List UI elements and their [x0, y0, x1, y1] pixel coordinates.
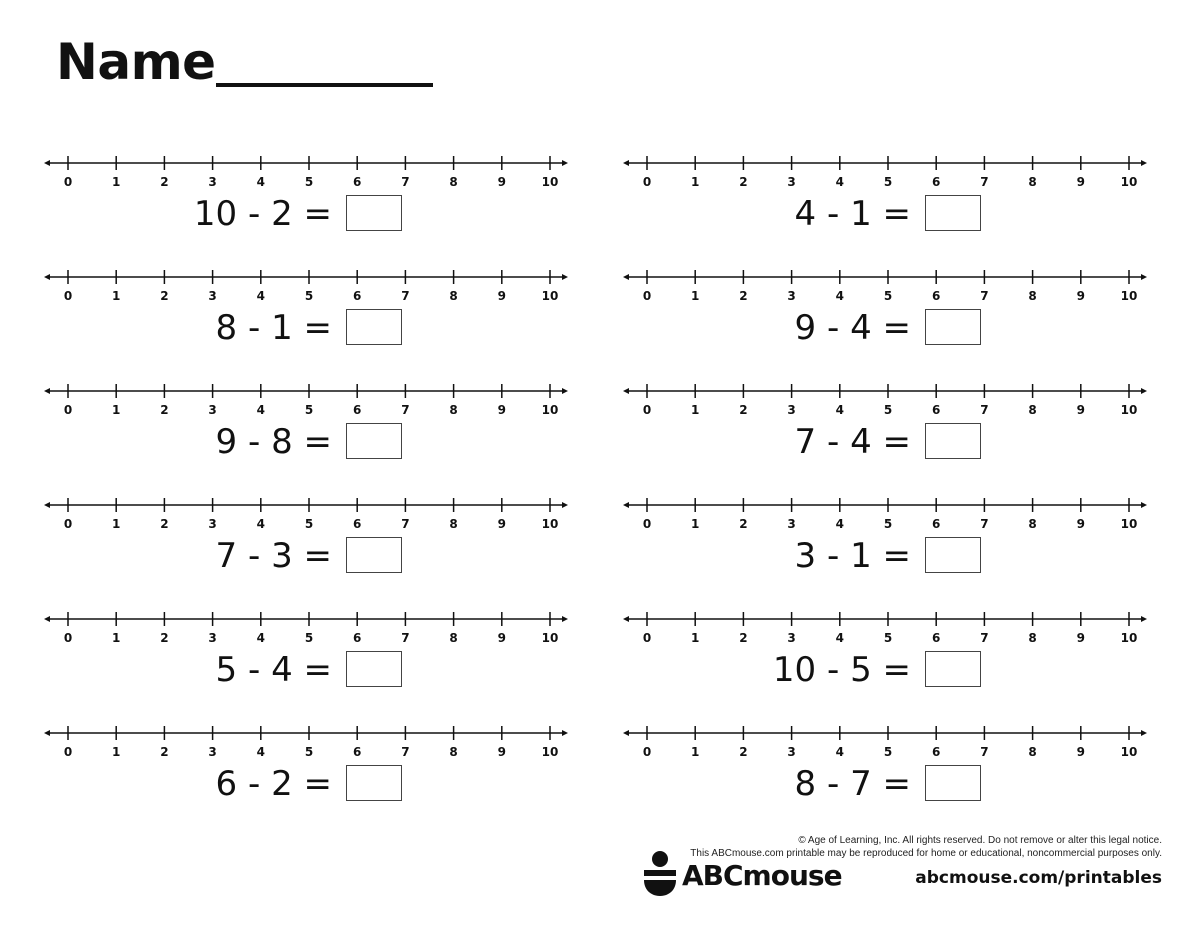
tick-label: 6 [932, 175, 941, 189]
tick-label: 7 [401, 403, 410, 417]
arrow-left-icon [44, 616, 50, 622]
tick-label: 3 [208, 745, 217, 759]
tick-label: 2 [739, 745, 748, 759]
brand-name: ABCmouse [682, 859, 842, 892]
tick-label: 4 [835, 403, 844, 417]
legal-line-copyright: © Age of Learning, Inc. All rights reserved. Do not remove or alter this legal notice. [798, 835, 1162, 846]
tick-label: 5 [304, 631, 314, 645]
tick-label: 7 [401, 289, 410, 303]
equation-text: 8 - 7 = [794, 764, 911, 804]
answer-box[interactable] [346, 309, 402, 345]
tick-label: 3 [208, 403, 217, 417]
answer-box[interactable] [925, 423, 981, 459]
tick-label: 1 [691, 631, 700, 645]
answer-box[interactable] [925, 651, 981, 687]
arrow-left-icon [44, 388, 50, 394]
tick-label: 10 [541, 289, 559, 303]
tick-label: 10 [541, 403, 559, 417]
subtraction-problem [623, 720, 1183, 830]
arrow-left-icon [44, 274, 50, 280]
equation-text: 5 - 4 = [215, 650, 332, 690]
number-line [44, 720, 584, 759]
subtraction-problem [44, 150, 604, 260]
tick-label: 10 [541, 745, 559, 759]
tick-label: 5 [883, 403, 893, 417]
tick-label: 7 [401, 517, 410, 531]
tick-label: 0 [63, 175, 73, 189]
tick-label: 8 [1028, 289, 1037, 303]
tick-label: 3 [787, 289, 796, 303]
arrow-left-icon [623, 388, 629, 394]
tick-label: 10 [1120, 517, 1138, 531]
arrow-left-icon [44, 730, 50, 736]
tick-label: 4 [256, 289, 265, 303]
tick-label: 2 [160, 517, 169, 531]
tick-label: 6 [353, 631, 362, 645]
tick-label: 1 [691, 403, 700, 417]
number-line [44, 150, 584, 189]
tick-label: 9 [1076, 517, 1085, 531]
tick-label: 10 [1120, 403, 1138, 417]
tick-label: 8 [449, 175, 458, 189]
tick-label: 8 [1028, 517, 1037, 531]
tick-label: 5 [304, 175, 314, 189]
tick-label: 7 [980, 175, 989, 189]
tick-label: 1 [112, 289, 121, 303]
tick-label: 0 [63, 289, 73, 303]
arrow-right-icon [1141, 274, 1147, 280]
tick-label: 8 [1028, 175, 1037, 189]
tick-label: 0 [63, 517, 73, 531]
tick-label: 4 [256, 745, 265, 759]
tick-label: 3 [787, 403, 796, 417]
arrow-right-icon [1141, 616, 1147, 622]
tick-label: 0 [63, 403, 73, 417]
abcmouse-logo-icon [642, 850, 678, 898]
arrow-right-icon [1141, 388, 1147, 394]
tick-label: 2 [739, 175, 748, 189]
tick-label: 4 [835, 745, 844, 759]
arrow-left-icon [623, 502, 629, 508]
subtraction-problem [44, 378, 604, 488]
arrow-right-icon [562, 616, 568, 622]
tick-label: 9 [1076, 631, 1085, 645]
arrow-right-icon [562, 274, 568, 280]
answer-box[interactable] [346, 423, 402, 459]
tick-label: 10 [1120, 631, 1138, 645]
tick-label: 6 [353, 517, 362, 531]
equation-text: 10 - 2 = [193, 194, 332, 234]
arrow-left-icon [623, 616, 629, 622]
tick-label: 3 [787, 517, 796, 531]
answer-box[interactable] [346, 765, 402, 801]
number-line [623, 264, 1163, 303]
tick-label: 6 [932, 631, 941, 645]
subtraction-problem [44, 492, 604, 602]
legal-notice [602, 834, 1162, 860]
answer-box[interactable] [346, 651, 402, 687]
tick-label: 7 [401, 175, 410, 189]
number-line [623, 492, 1163, 531]
tick-label: 8 [449, 517, 458, 531]
tick-label: 2 [739, 403, 748, 417]
tick-label: 6 [932, 517, 941, 531]
tick-label: 10 [541, 175, 559, 189]
tick-label: 5 [883, 175, 893, 189]
tick-label: 8 [449, 289, 458, 303]
tick-label: 3 [208, 175, 217, 189]
tick-label: 5 [883, 745, 893, 759]
legal-line-usage: This ABCmouse.com printable may be reproduced for home or educational, noncommercial purposes only. [690, 848, 1162, 859]
number-line [623, 378, 1163, 417]
arrow-left-icon [44, 160, 50, 166]
equation-text: 4 - 1 = [794, 194, 911, 234]
tick-label: 6 [353, 289, 362, 303]
tick-label: 7 [980, 403, 989, 417]
equation-text: 9 - 4 = [794, 308, 911, 348]
tick-label: 0 [63, 631, 73, 645]
tick-label: 10 [1120, 745, 1138, 759]
tick-label: 8 [449, 745, 458, 759]
tick-label: 6 [353, 175, 362, 189]
tick-label: 9 [497, 631, 506, 645]
tick-label: 0 [642, 745, 652, 759]
tick-label: 5 [304, 403, 314, 417]
subtraction-problem [623, 378, 1183, 488]
number-line [623, 150, 1163, 189]
arrow-right-icon [1141, 160, 1147, 166]
tick-label: 3 [208, 517, 217, 531]
arrow-left-icon [623, 730, 629, 736]
tick-label: 0 [642, 631, 652, 645]
tick-label: 3 [787, 631, 796, 645]
tick-label: 10 [1120, 175, 1138, 189]
tick-label: 3 [787, 175, 796, 189]
answer-box[interactable] [925, 765, 981, 801]
tick-label: 0 [642, 403, 652, 417]
tick-label: 2 [739, 631, 748, 645]
tick-label: 6 [932, 403, 941, 417]
subtraction-problem [44, 264, 604, 374]
arrow-right-icon [1141, 730, 1147, 736]
equation-text: 3 - 1 = [794, 536, 911, 576]
tick-label: 9 [497, 403, 506, 417]
subtraction-problem [623, 606, 1183, 716]
equation-text: 10 - 5 = [772, 650, 911, 690]
arrow-right-icon [1141, 502, 1147, 508]
tick-label: 9 [1076, 745, 1085, 759]
tick-label: 8 [1028, 631, 1037, 645]
tick-label: 2 [160, 631, 169, 645]
subtraction-problem [623, 492, 1183, 602]
subtraction-problem [44, 720, 604, 830]
arrow-left-icon [623, 160, 629, 166]
tick-label: 9 [497, 175, 506, 189]
number-line [44, 492, 584, 531]
answer-box[interactable] [925, 537, 981, 573]
tick-label: 7 [980, 289, 989, 303]
arrow-right-icon [562, 160, 568, 166]
tick-label: 9 [1076, 175, 1085, 189]
number-line [44, 378, 584, 417]
tick-label: 9 [1076, 289, 1085, 303]
tick-label: 3 [208, 631, 217, 645]
tick-label: 5 [883, 289, 893, 303]
answer-box[interactable] [346, 537, 402, 573]
tick-label: 5 [304, 517, 314, 531]
tick-label: 1 [691, 289, 700, 303]
tick-label: 1 [112, 403, 121, 417]
subtraction-problem [623, 264, 1183, 374]
equation-text: 6 - 2 = [215, 764, 332, 804]
equation-text: 7 - 4 = [794, 422, 911, 462]
tick-label: 2 [160, 289, 169, 303]
answer-box[interactable] [346, 195, 402, 231]
subtraction-problem [623, 150, 1183, 260]
tick-label: 7 [980, 631, 989, 645]
tick-label: 1 [112, 745, 121, 759]
tick-label: 6 [353, 745, 362, 759]
tick-label: 7 [401, 631, 410, 645]
tick-label: 0 [63, 745, 73, 759]
tick-label: 1 [691, 745, 700, 759]
tick-label: 1 [112, 175, 121, 189]
tick-label: 4 [256, 175, 265, 189]
name-write-line[interactable] [216, 83, 433, 87]
tick-label: 2 [160, 175, 169, 189]
tick-label: 5 [304, 745, 314, 759]
tick-label: 2 [739, 517, 748, 531]
tick-label: 4 [835, 631, 844, 645]
number-line [44, 264, 584, 303]
tick-label: 8 [449, 403, 458, 417]
website-link[interactable]: abcmouse.com/printables [915, 868, 1162, 888]
tick-label: 0 [642, 517, 652, 531]
tick-label: 4 [256, 403, 265, 417]
tick-label: 8 [449, 631, 458, 645]
tick-label: 2 [739, 289, 748, 303]
tick-label: 7 [401, 745, 410, 759]
tick-label: 4 [256, 517, 265, 531]
tick-label: 4 [256, 631, 265, 645]
tick-label: 0 [642, 175, 652, 189]
number-line [623, 606, 1163, 645]
name-label: Name [56, 33, 216, 91]
number-line [623, 720, 1163, 759]
tick-label: 0 [642, 289, 652, 303]
arrow-right-icon [562, 502, 568, 508]
equation-text: 9 - 8 = [215, 422, 332, 462]
tick-label: 10 [1120, 289, 1138, 303]
tick-label: 8 [1028, 403, 1037, 417]
tick-label: 6 [932, 745, 941, 759]
answer-box[interactable] [925, 195, 981, 231]
tick-label: 5 [883, 517, 893, 531]
tick-label: 9 [1076, 403, 1085, 417]
tick-label: 4 [835, 289, 844, 303]
tick-label: 9 [497, 289, 506, 303]
tick-label: 9 [497, 517, 506, 531]
tick-label: 2 [160, 403, 169, 417]
tick-label: 10 [541, 517, 559, 531]
equation-text: 8 - 1 = [215, 308, 332, 348]
tick-label: 4 [835, 517, 844, 531]
tick-label: 7 [980, 517, 989, 531]
tick-label: 6 [932, 289, 941, 303]
tick-label: 1 [691, 517, 700, 531]
tick-label: 3 [787, 745, 796, 759]
tick-label: 8 [1028, 745, 1037, 759]
tick-label: 3 [208, 289, 217, 303]
tick-label: 10 [541, 631, 559, 645]
tick-label: 2 [160, 745, 169, 759]
tick-label: 4 [835, 175, 844, 189]
answer-box[interactable] [925, 309, 981, 345]
arrow-right-icon [562, 388, 568, 394]
tick-label: 7 [980, 745, 989, 759]
tick-label: 9 [497, 745, 506, 759]
arrow-left-icon [623, 274, 629, 280]
tick-label: 5 [304, 289, 314, 303]
arrow-right-icon [562, 730, 568, 736]
tick-label: 1 [691, 175, 700, 189]
tick-label: 6 [353, 403, 362, 417]
subtraction-problem [44, 606, 604, 716]
number-line [44, 606, 584, 645]
equation-text: 7 - 3 = [215, 536, 332, 576]
arrow-left-icon [44, 502, 50, 508]
tick-label: 1 [112, 517, 121, 531]
tick-label: 5 [883, 631, 893, 645]
tick-label: 1 [112, 631, 121, 645]
